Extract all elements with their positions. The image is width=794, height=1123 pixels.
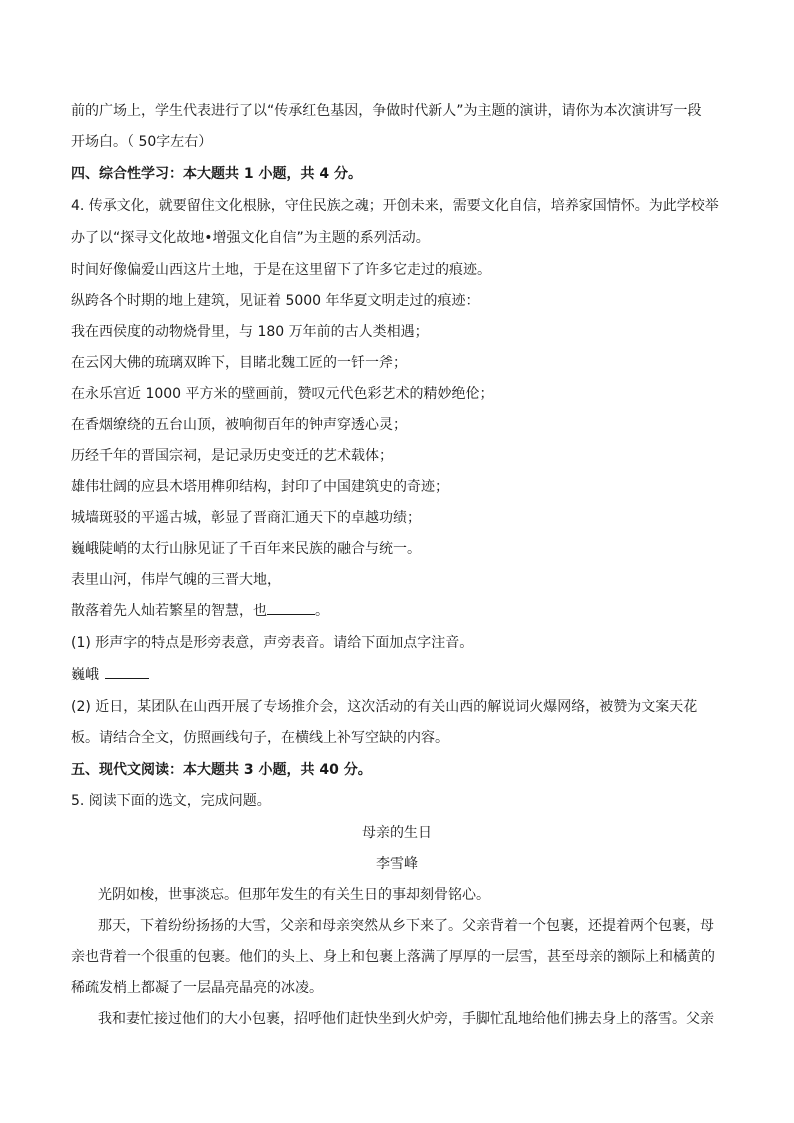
poem-line-10: 巍峨陡峭的太行山脉见证了千百年来民族的融合与统一。 — [71, 541, 421, 557]
poem-line-7: 历经千年的晋国宗祠，是记录历史变迁的艺术载体； — [71, 448, 393, 464]
article-paragraph-1: 光阴如梭，世事淡忘。但那年发生的有关生日的事却刻骨铭心。 — [98, 887, 490, 903]
sub-question-2-line-1: (2) 近日，某团队在山西开展了专场推介会，这次活动的有关山西的解说词火爆网络，被赞为文案天花 — [71, 699, 698, 715]
answer-blank-line[interactable] — [267, 600, 315, 615]
poem-line-6: 在香烟缭绕的五台山顶，被响彻百年的钟声穿透心灵； — [71, 417, 407, 433]
q4-intro-line-1: 4. 传承文化，就要留住文化根脉，守住民族之魂；开创未来，需要文化自信，培养家国情怀。为此学校举 — [71, 198, 719, 214]
poem-line-5: 在永乐宫近 1000 平方米的壁画前，赞叹元代色彩艺术的精妙绝伦； — [71, 386, 494, 402]
poem-line-3: 我在西侯度的动物烧骨里，与 180 万年前的古人类相遇； — [71, 324, 429, 340]
article-paragraph-2-line-3: 稀疏发梢上都凝了一层晶亮晶亮的冰凌。 — [71, 980, 323, 996]
poem-line-11: 表里山河，伟岸气魄的三晋大地， — [71, 572, 281, 588]
pinyin-answer-blank[interactable] — [105, 664, 149, 679]
prev-question-line-2: 开场白。（ 50字左右） — [71, 134, 213, 150]
prev-question-line-1: 前的广场上，学生代表进行了以“传承红色基因，争做时代新人”为主题的演讲，请你为本次演讲写一段 — [71, 103, 702, 119]
article-paragraph-2-line-1: 那天，下着纷纷扬扬的大雪，父亲和母亲突然从乡下来了。父亲背着一个包裹，还提着两个包裹，母 — [98, 918, 714, 934]
poem-line-blank — [71, 600, 722, 622]
pinyin-word: 巍峨 — [71, 667, 99, 683]
poem-line-9: 城墙斑驳的平遥古城，彰显了晋商汇通天下的卓越功绩； — [71, 510, 421, 526]
poem-last-suffix: 。 — [315, 603, 329, 619]
article-author: 李雪峰 — [376, 856, 418, 872]
poem-last-prefix: 散落着先人灿若繁星的智慧，也 — [71, 603, 267, 619]
pinyin-answer-row — [71, 664, 722, 686]
poem-line-2: 纵跨各个时期的地上建筑，见证着 5000 年华夏文明走过的痕迹： — [71, 293, 480, 309]
q5-intro: 5. 阅读下面的选文，完成问题。 — [71, 793, 271, 809]
article-paragraph-3-line-1: 我和妻忙接过他们的大小包裹，招呼他们赶快坐到火炉旁，手脚忙乱地给他们拂去身上的落雪。父亲 — [98, 1011, 714, 1027]
article-title: 母亲的生日 — [362, 825, 432, 841]
poem-line-1: 时间好像偏爱山西这片土地，于是在这里留下了许多它走过的痕迹。 — [71, 262, 491, 278]
section-4-heading: 四、综合性学习：本大题共 1 小题，共 4 分。 — [71, 166, 362, 182]
sub-question-2-line-2: 板。请结合全文，仿照画线句子，在横线上补写空缺的内容。 — [71, 730, 449, 746]
sub-question-1: (1) 形声字的特点是形旁表意，声旁表音。请给下面加点字注音。 — [71, 635, 474, 651]
article-paragraph-2-line-2: 亲也背着一个很重的包裹。他们的头上、身上和包裹上落满了厚厚的一层雪，甚至母亲的额际上和橘黄的 — [71, 949, 715, 965]
section-5-heading: 五、现代文阅读：本大题共 3 小题，共 40 分。 — [71, 762, 372, 778]
poem-line-4: 在云冈大佛的琉璃双眸下，目睹北魏工匠的一钎一斧； — [71, 355, 407, 371]
poem-line-8: 雄伟壮阔的应县木塔用榫卯结构，封印了中国建筑史的奇迹； — [71, 479, 449, 495]
q4-intro-line-2: 办了以“探寻文化故地•增强文化自信”为主题的系列活动。 — [71, 230, 430, 246]
